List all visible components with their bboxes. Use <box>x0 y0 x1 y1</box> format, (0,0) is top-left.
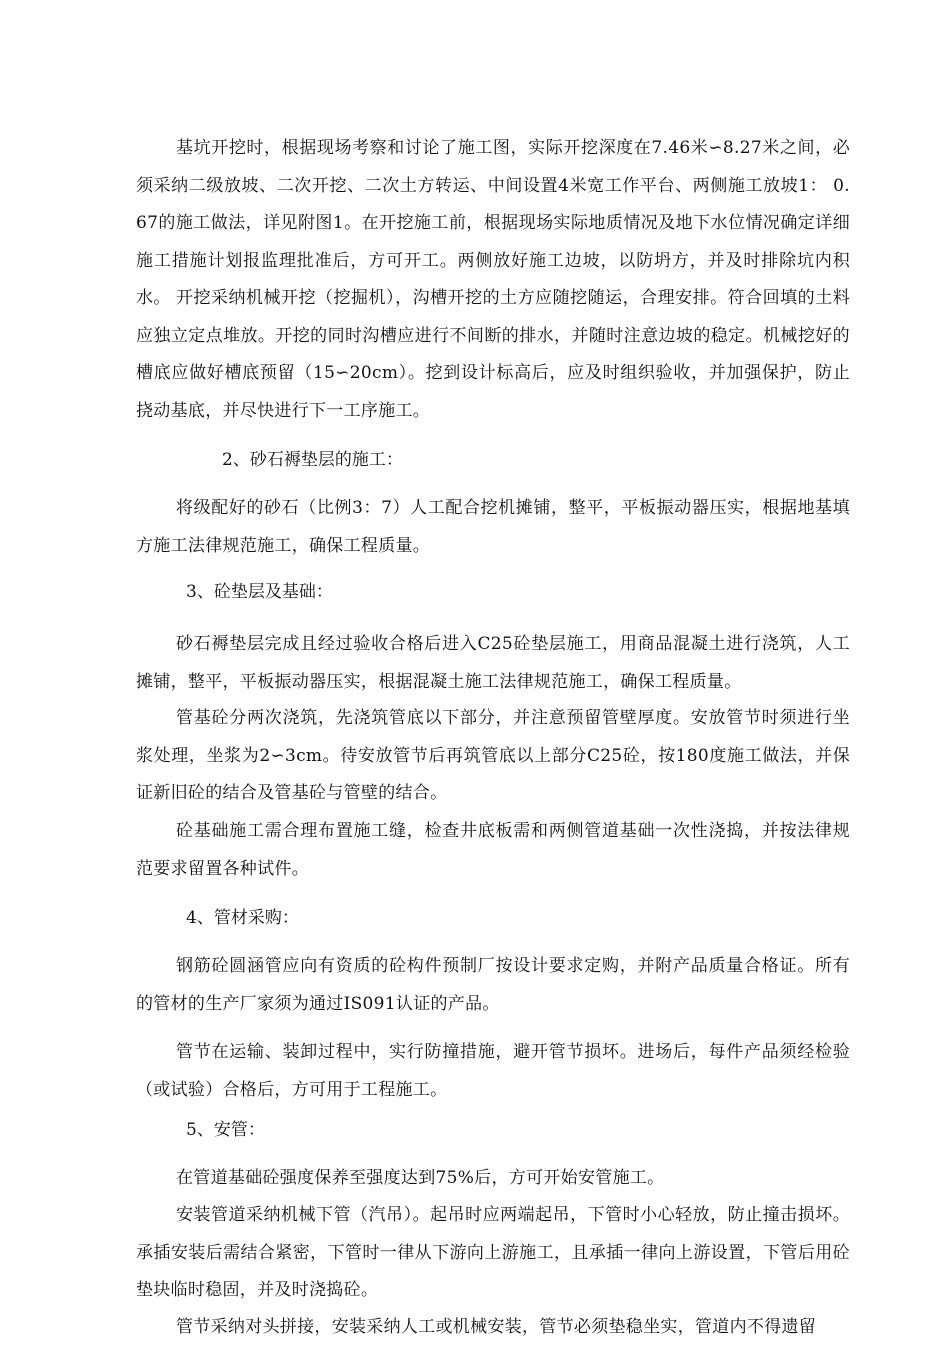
paragraph-mechanical-excavation: 开挖采纳机械开挖（挖掘机），沟槽开挖的土方应随挖随运，合理安排。符合回填的土料应独立定点堆放。开挖的同时沟槽应进行不间断的排水，并随时注意边坡的稳定。机械挖好的槽底应做好槽底预留（15∽20cm）。挖到设计标高后，应及时组织验收，并加强保护，防止挠动基底，并尽快进行下一工序施工。 <box>136 288 850 421</box>
paragraph-pipe-transport: 管节在运输、装卸过程中，实行防撞措施，避开管节损坏。进场后，每件产品须经检验（或试验）合格后，方可用于工程施工。 <box>136 1042 850 1100</box>
paragraph-c25-cushion: 砂石褥垫层完成且经过验收合格后进入C25砼垫层施工，用商品混凝土进行浇筑，人工摊铺，整平，平板振动器压实，根据混凝土施工法律规范施工，确保工程质量。 <box>136 634 850 692</box>
paragraph-pipe-foundation: 管基砼分两次浇筑，先浇筑管底以下部分，并注意预留管壁厚度。安放管节时须进行坐浆处理，坐浆为2∽3cm。待安放管节后再筑管底以上部分C25砼，按180度施工做法，并保证新旧砼的结合及管基砼与管壁的结合。 <box>136 708 850 803</box>
section-heading-pipe-installation: 5、安管： <box>186 1120 265 1140</box>
paragraph-mechanical-lowering: 安装管道采纳机械下管（汽吊）。起吊时应两端起吊，下管时小心轻放，防止撞击损坏。承插安装后需结合紧密，下管时一律从下游向上游施工，且承插一律向上游设置，下管后用砼垫块临时稳固，并及时浇捣砼。 <box>136 1205 850 1300</box>
section-heading-pipe-procurement: 4、管材采购： <box>186 908 299 928</box>
paragraph-pipe-butt-joint: 管节采纳对头拼接，安装采纳人工或机械安装，管节必须垫稳坐实，管道内不得遗留 <box>176 1317 817 1337</box>
section-heading-gravel-cushion: 2、砂石褥垫层的施工： <box>222 450 403 470</box>
paragraph-construction-joints: 砼基础施工需合理布置施工缝，检查井底板需和两侧管道基础一次性浇捣，并按法律规范要求留置各种试件。 <box>136 821 850 879</box>
paragraph-gravel-cushion: 将级配好的砂石（比例3：7）人工配合挖机摊铺，整平，平板振动器压实，根据地基填方施工法律规范施工，确保工程质量。 <box>136 498 850 556</box>
section-heading-concrete-cushion: 3、砼垫层及基础： <box>186 582 333 602</box>
paragraph-installation-start: 在管道基础砼强度保养至强度达到75%后，方可开始安管施工。 <box>176 1168 665 1188</box>
paragraph-excavation-method: 基坑开挖时，根据现场考察和讨论了施工图，实际开挖深度在7.46米∽8.27米之间，必须采纳二级放坡、二次开挖、二次土方转运、中间设置4米宽工作平台、两侧施工放坡1： 0. 67的施工做法，详见附图1。在开挖施工前，根据现场实际地质情况及地下水位情况确定详细施工措施计划报监理批准后，方可开工。两侧放好施工边坡，以防坍方，并及时排除坑内积水。 <box>136 138 850 308</box>
paragraph-pipe-supplier: 钢筋砼圆涵管应向有资质的砼构件预制厂按设计要求定购，并附产品质量合格证。所有的管材的生产厂家须为通过IS091认证的产品。 <box>136 956 850 1014</box>
